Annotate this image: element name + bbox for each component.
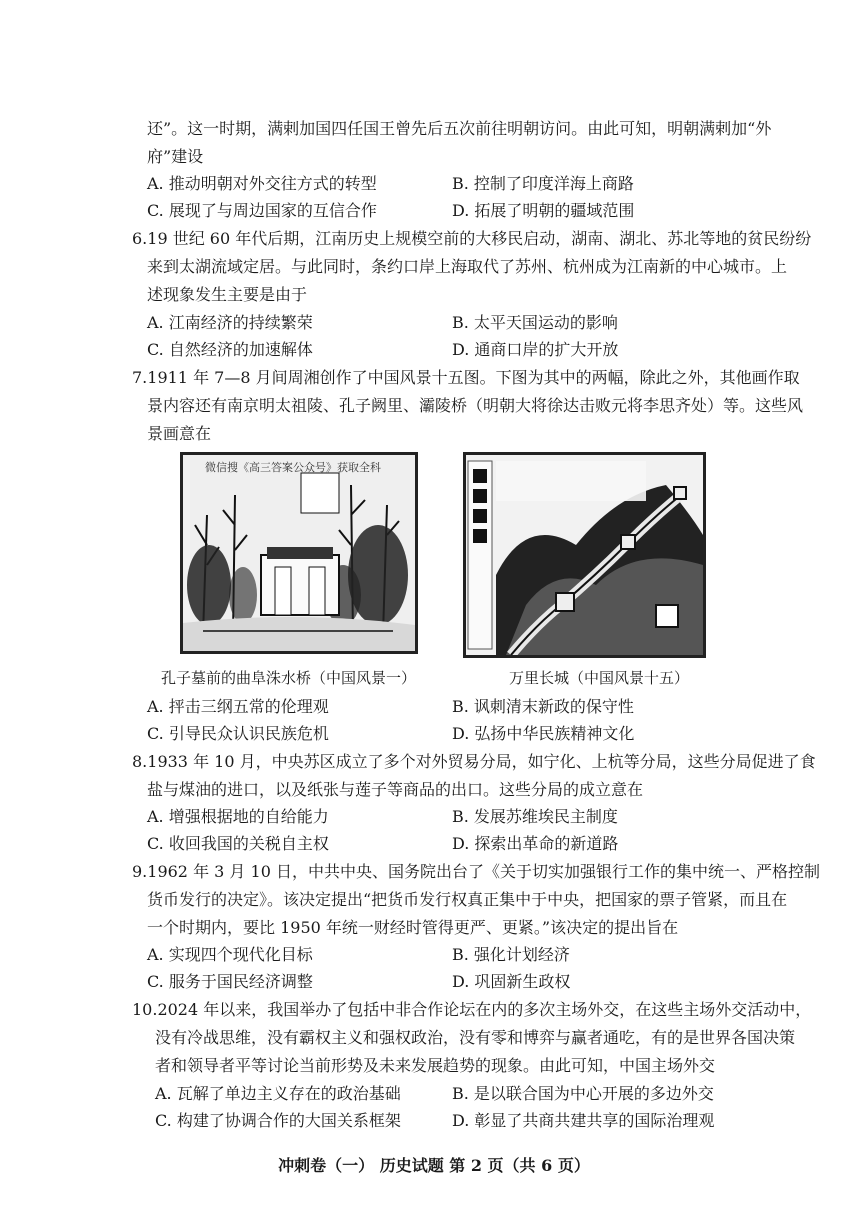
q9-stem-line3: 一个时期内，要比 1950 年统一财经时管得更严、更紧。”该决定的提出旨在: [147, 918, 679, 937]
q9-option-d[interactable]: D. 巩固新生政权: [452, 972, 571, 991]
q10-option-a[interactable]: A. 瓦解了单边主义存在的政治基础: [155, 1084, 401, 1103]
q7-option-a[interactable]: A. 抨击三纲五常的伦理观: [147, 697, 329, 716]
q10-option-d[interactable]: D. 彰显了共商共建共享的国际治理观: [452, 1111, 715, 1130]
q8-option-b[interactable]: B. 发展苏维埃民主制度: [452, 807, 618, 826]
q7-option-c[interactable]: C. 引导民众认识民族危机: [147, 724, 329, 743]
q5-stem-line2: 府”建设: [147, 147, 204, 166]
q10-stem-line2: 没有冷战思维，没有霸权主义和强权政治，没有零和博弈与赢者通吃，有的是世界各国决策: [155, 1028, 796, 1047]
q8-stem-line2: 盐与煤油的进口，以及纸张与莲子等商品的出口。这些分局的成立意在: [147, 780, 644, 799]
q7-stem-line1: 7.1911 年 7—8 月间周湘创作了中国风景十五图。下图为其中的两幅，除此之外，其他画作取: [132, 368, 800, 387]
figure-watermark: 微信搜《高三答案公众号》获取全科: [205, 461, 381, 474]
q7-option-b[interactable]: B. 讽刺清末新政的保守性: [452, 697, 634, 716]
q8-option-a[interactable]: A. 增强根据地的自给能力: [147, 807, 329, 826]
q5-option-b[interactable]: B. 控制了印度洋海上商路: [452, 174, 634, 193]
q9-option-a[interactable]: A. 实现四个现代化目标: [147, 945, 313, 964]
q5-option-a[interactable]: A. 推动明朝对外交往方式的转型: [147, 174, 377, 193]
q8-option-d[interactable]: D. 探索出革命的新道路: [452, 834, 619, 853]
q8-option-c[interactable]: C. 收回我国的关税自主权: [147, 834, 329, 853]
q7-option-d[interactable]: D. 弘扬中华民族精神文化: [452, 724, 635, 743]
q9-stem-line1: 9.1962 年 3 月 10 日，中共中央、国务院出台了《关于切实加强银行工作的集中统一、严格控制: [132, 862, 820, 881]
q6-stem-line3: 述现象发生主要是由于: [147, 285, 308, 304]
q6-option-c[interactable]: C. 自然经济的加速解体: [147, 340, 313, 359]
figure-great-wall-caption: 万里长城（中国风景十五）: [509, 669, 690, 687]
q9-option-b[interactable]: B. 强化计划经济: [452, 945, 570, 964]
q5-option-d[interactable]: D. 拓展了明朝的疆域范围: [452, 201, 635, 220]
q9-stem-line2: 货币发行的决定》。该决定提出“把货币发行权真正集中于中央，把国家的票子管紧，而且在: [147, 890, 788, 909]
qufu-bridge-drawing: [183, 455, 415, 651]
q10-option-c[interactable]: C. 构建了协调合作的大国关系框架: [155, 1111, 401, 1130]
page-footer: 冲刺卷（一） 历史试题 第 2 页（共 6 页）: [278, 1156, 590, 1175]
q6-option-a[interactable]: A. 江南经济的持续繁荣: [147, 313, 313, 332]
q10-stem-line3: 者和领导者平等讨论当前形势及未来发展趋势的现象。由此可知，中国主场外交: [155, 1056, 716, 1075]
q5-stem-line1: 还”。这一时期，满剌加国四任国王曾先后五次前往明朝访问。由此可知，明朝满剌加“外: [147, 119, 772, 138]
figure-qufu-zhushui-bridge: [180, 452, 418, 654]
q9-option-c[interactable]: C. 服务于国民经济调整: [147, 972, 313, 991]
q6-stem-line2: 来到太湖流域定居。与此同时，条约口岸上海取代了苏州、杭州成为江南新的中心城市。上: [147, 257, 788, 276]
q7-stem-line3: 景画意在: [147, 424, 212, 443]
q6-option-b[interactable]: B. 太平天国运动的影响: [452, 313, 618, 332]
figure-qufu-caption: 孔子墓前的曲阜洙水桥（中国风景一）: [161, 669, 417, 687]
q10-option-b[interactable]: B. 是以联合国为中心开展的多边外交: [452, 1084, 714, 1103]
great-wall-drawing: [466, 455, 703, 655]
figure-great-wall: [463, 452, 706, 658]
q5-option-c[interactable]: C. 展现了与周边国家的互信合作: [147, 201, 377, 220]
q10-stem-line1: 10.2024 年以来，我国举办了包括中非合作论坛在内的多次主场外交，在这些主场外交活动中，: [132, 1000, 812, 1019]
q6-stem-line1: 6.19 世纪 60 年代后期，江南历史上规模空前的大移民启动，湖南、湖北、苏北等地的贫民纷纷: [132, 229, 812, 248]
q7-stem-line2: 景内容还有南京明太祖陵、孔子阙里、灞陵桥（明朝大将徐达击败元将李思齐处）等。这些风: [147, 396, 804, 415]
q6-option-d[interactable]: D. 通商口岸的扩大开放: [452, 340, 619, 359]
q8-stem-line1: 8.1933 年 10 月，中央苏区成立了多个对外贸易分局，如宁化、上杭等分局，这些分局促进了食: [132, 752, 816, 771]
